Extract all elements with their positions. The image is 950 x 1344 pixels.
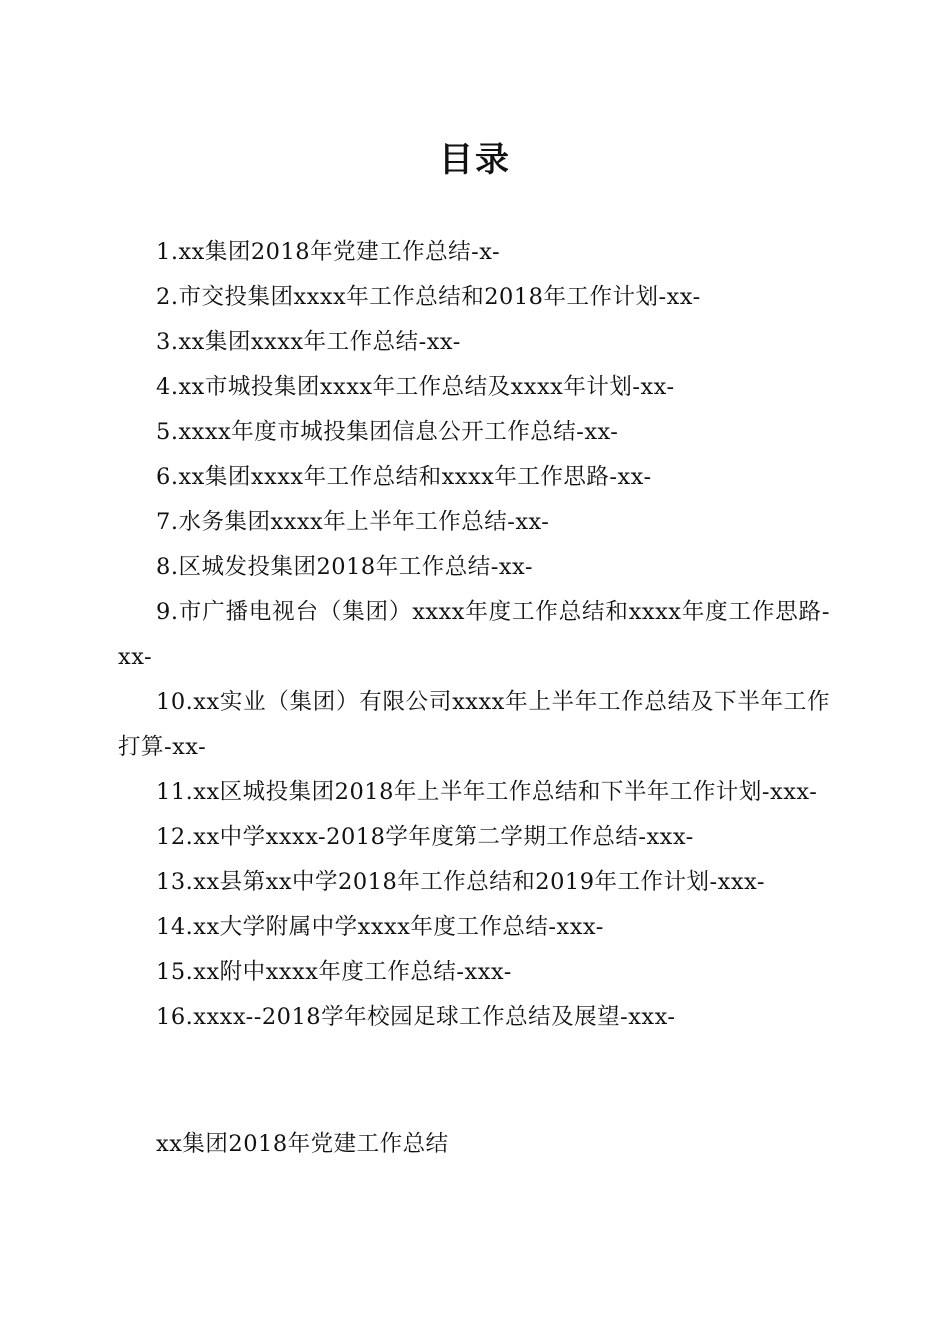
toc-item-14: 14.xx大学附属中学xxxx年度工作总结-xxx- <box>156 914 604 940</box>
table-of-contents <box>118 230 830 1040</box>
toc-item-7: 7.水务集团xxxx年上半年工作总结-xx- <box>156 509 550 535</box>
toc-item-9: 9.市广播电视台（集团）xxxx年度工作总结和xxxx年度工作思路-xx- <box>118 599 830 670</box>
toc-item-12: 12.xx中学xxxx-2018学年度第二学期工作总结-xxx- <box>156 824 694 850</box>
toc-item-13: 13.xx县第xx中学2018年工作总结和2019年工作计划-xxx- <box>156 869 765 895</box>
section-heading: xx集团2018年党建工作总结 <box>156 1131 449 1157</box>
toc-item-4: 4.xx市城投集团xxxx年工作总结及xxxx年计划-xx- <box>156 374 675 400</box>
toc-item-15: 15.xx附中xxxx年度工作总结-xxx- <box>156 959 512 985</box>
toc-item-10: 10.xx实业（集团）有限公司xxxx年上半年工作总结及下半年工作打算-xx- <box>118 689 830 760</box>
toc-item-3: 3.xx集团xxxx年工作总结-xx- <box>156 329 461 355</box>
toc-item-11: 11.xx区城投集团2018年上半年工作总结和下半年工作计划-xxx- <box>156 779 818 805</box>
toc-item-2: 2.市交投集团xxxx年工作总结和2018年工作计划-xx- <box>156 284 701 310</box>
toc-item-16: 16.xxxx--2018学年校园足球工作总结及展望-xxx- <box>156 1004 676 1030</box>
page-title: 目录 <box>439 140 511 180</box>
toc-item-1: 1.xx集团2018年党建工作总结-x- <box>156 239 501 265</box>
toc-item-8: 8.区城发投集团2018年工作总结-xx- <box>156 554 533 580</box>
toc-item-5: 5.xxxx年度市城投集团信息公开工作总结-xx- <box>156 419 619 445</box>
toc-item-6: 6.xx集团xxxx年工作总结和xxxx年工作思路-xx- <box>156 464 652 490</box>
